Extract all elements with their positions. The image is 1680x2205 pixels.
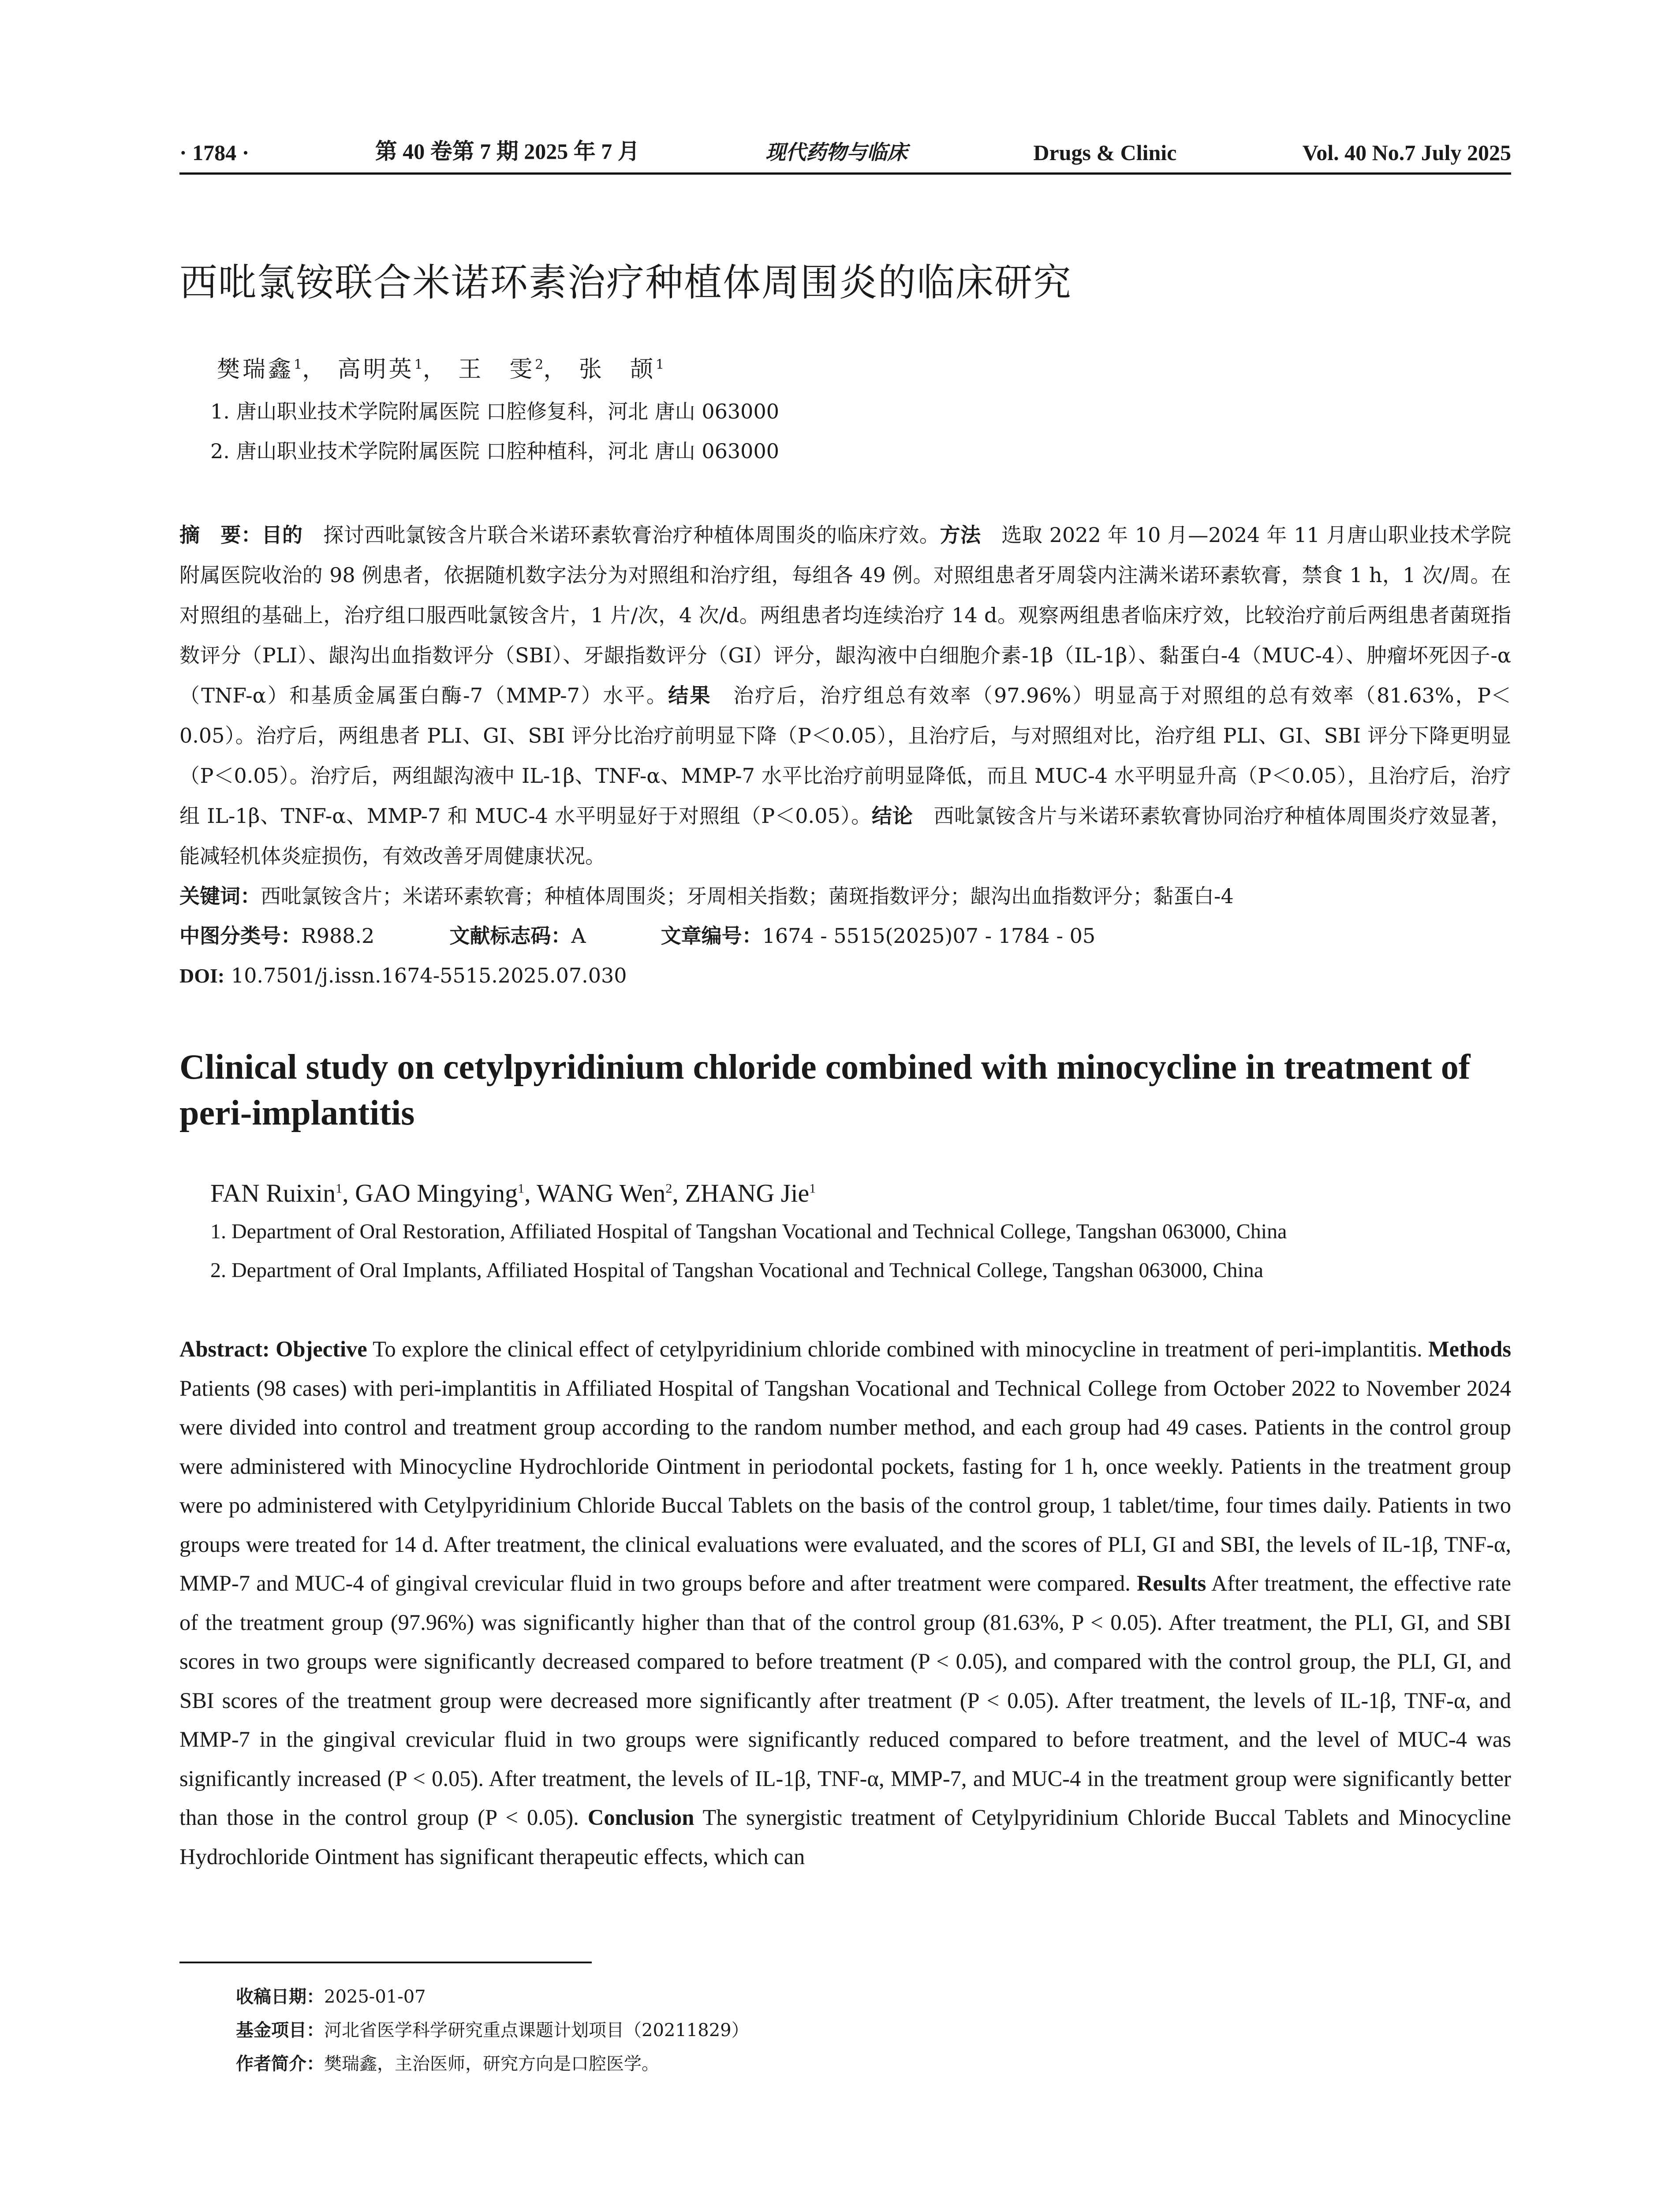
author-affiliation-mark: 1 bbox=[518, 1181, 525, 1196]
doc-code-label: 文献标志码： bbox=[449, 924, 571, 948]
keywords-text: 西吡氯铵含片；米诺环素软膏；种植体周围炎；牙周相关指数；菌斑指数评分；龈沟出血指数评分；黏蛋白-4 bbox=[261, 884, 1234, 908]
results-text: After treatment, the effective rate of the treatment group (97.96%) was significantly higher than that of the control group (81.63%, P < 0.05). After treatment, the PLI, GI, and SBI scores in two groups were significantly decreased compared to before treatment (P < 0.05), and compared with the control group, the PLI, GI, and SBI scores of the treatment group were decreased more significantly after treatment (P < 0.05). After treatment, the levels of IL-1β, TNF-α, and MMP-7 in the gingival crevicular fluid in two groups were significantly reduced compared to before treatment, and the level of MUC-4 was significantly increased (P < 0.05). After treatment, the levels of IL-1β, TNF-α, MMP-7, and MUC-4 in the treatment group were significantly better than those in the control group (P < 0.05). bbox=[179, 1571, 1511, 1830]
author-name: 高明英 bbox=[337, 356, 414, 383]
chinese-affiliations bbox=[179, 392, 1511, 471]
affiliation-line: 1. Department of Oral Restoration, Affiliated Hospital of Tangshan Vocational and Technical College, Tangshan 063000, China bbox=[210, 1220, 1287, 1243]
affiliation-line: 2. Department of Oral Implants, Affiliated Hospital of Tangshan Vocational and Technical College, Tangshan 063000, China bbox=[210, 1259, 1264, 1282]
bio-label: 作者简介： bbox=[236, 2054, 324, 2074]
author-affiliation-mark: 2 bbox=[665, 1181, 672, 1196]
volume-cn: 第 40 卷第 7 期 2025 年 7 月 bbox=[375, 139, 640, 164]
conclusion-label: Conclusion bbox=[587, 1805, 694, 1830]
volume-en: Vol. 40 No.7 July 2025 bbox=[1302, 140, 1511, 165]
journal-name-en: Drugs & Clinic bbox=[1033, 140, 1177, 165]
affiliation-line: 2. 唐山职业技术学院附属医院 口腔种植科，河北 唐山 063000 bbox=[210, 439, 779, 463]
results-label: 结果 bbox=[668, 684, 712, 707]
conclusion-text: The synergistic treatment of Cetylpyridinium Chloride Buccal Tablets and Minocycline Hydrochloride Ointment has significant therapeutic effects, which can bbox=[179, 1805, 1511, 1869]
methods-text: 选取 2022 年 10 月—2024 年 11 月唐山职业技术学院附属医院收治的 98 例患者，依据随机数字法分为对照组和治疗组，每组各 49 例。对照组患者牙周袋内注满米诺环素软膏，禁食 1 h，1 次/周。在对照组的基础上，治疗组口服西吡氯铵含片，1 片/次，4 次/d。两组患者均连续治疗 14 d。观察两组患者临床疗效，比较治疗前后两组患者菌斑指数评分（PLI）、龈沟出血指数评分（SBI）、牙龈指数评分（GI）评分，龈沟液中白细胞介素-1β（IL-1β）、黏蛋白-4（MUC-4）、肿瘤坏死因子-α（TNF-α）和基质金属蛋白酶-7（MMP-7）水平。 bbox=[179, 523, 1512, 707]
fund-line bbox=[236, 2014, 749, 2047]
doi-label: DOI: bbox=[179, 964, 225, 987]
objective-text: 探讨西吡氯铵含片联合米诺环素软膏治疗种植体周围炎的临床疗效。 bbox=[302, 523, 940, 547]
chinese-authors: 樊瑞鑫$^1$， 高明英$^1$， 王 雯$^2$， 张 颉$^1$ bbox=[217, 356, 665, 383]
chinese-title: 西吡氯铵联合米诺环素治疗种植体周围炎的临床研究 bbox=[179, 261, 1072, 305]
conclusion-label: 结论 bbox=[872, 804, 913, 828]
author-name: WANG Wen bbox=[537, 1179, 666, 1207]
classification-line bbox=[179, 916, 1511, 956]
journal-name-cn: 现代药物与临床 bbox=[765, 140, 908, 164]
clc-value: R988.2 bbox=[301, 924, 375, 948]
objective-text: To explore the clinical effect of cetylpyridinium chloride combined with minocycline in treatment of peri-implantitis. bbox=[367, 1337, 1429, 1361]
author-affiliation-mark: 1 bbox=[294, 357, 302, 373]
results-label: Results bbox=[1137, 1571, 1206, 1596]
author-bio-line bbox=[236, 2047, 749, 2081]
running-header bbox=[179, 135, 1511, 175]
objective-label: 目的 bbox=[261, 523, 303, 547]
methods-label: 方法 bbox=[940, 523, 981, 547]
english-authors: FAN Ruixin$^1$, GAO Mingying$^1$, WANG Wen$^2$, ZHANG Jie$^1$ bbox=[210, 1179, 816, 1207]
conclusion-text: 西吡氯铵含片与米诺环素软膏协同治疗种植体周围炎疗效显著，能减轻机体炎症损伤，有效改善牙周健康状况。 bbox=[179, 804, 1512, 868]
doi-value: 10.7501/j.issn.1674-5515.2025.07.030 bbox=[224, 964, 627, 987]
received-label: 收稿日期： bbox=[236, 1987, 324, 2007]
fund-value: 河北省医学科学研究重点课题计划项目（20211829） bbox=[324, 2020, 749, 2041]
doc-code-value: A bbox=[571, 924, 586, 948]
author-name: FAN Ruixin bbox=[210, 1179, 336, 1207]
author-name: 樊瑞鑫 bbox=[217, 356, 294, 383]
english-title: Clinical study on cetylpyridinium chloride combined with minocycline in treatment of peri-implantitis bbox=[179, 1048, 1471, 1132]
author-affiliation-mark: 1 bbox=[655, 357, 665, 373]
footnotes bbox=[236, 1980, 749, 2081]
methods-text: Patients (98 cases) with peri-implantitis in Affiliated Hospital of Tangshan Vocational and Technical College from October 2022 to November 2024 were divided into control and treatment group according to the random number method, and each group had 49 cases. Patients in the control group were administered with Minocycline Hydrochloride Ointment in periodontal pockets, fasting for 1 h, once weekly. Patients in the treatment group were po administered with Cetylpyridinium Chloride Buccal Tablets on the basis of the control group, 1 tablet/time, four times daily. Patients in two groups were treated for 14 d. After treatment, the clinical evaluations were evaluated, and the scores of PLI, GI and SBI, the levels of IL-1β, TNF-α, MMP-7 and MUC-4 of gingival crevicular fluid in two groups before and after treatment were compared. bbox=[179, 1375, 1511, 1596]
fund-label: 基金项目： bbox=[236, 2020, 324, 2041]
article-page bbox=[179, 135, 1511, 1876]
footnote-divider bbox=[179, 1962, 592, 1963]
chinese-abstract bbox=[179, 515, 1511, 876]
author-name: ZHANG Jie bbox=[685, 1179, 810, 1207]
author-affiliation-mark: 2 bbox=[535, 357, 544, 373]
article-number-value: 1674 - 5515(2025)07 - 1784 - 05 bbox=[762, 924, 1096, 948]
english-abstract bbox=[179, 1330, 1511, 1876]
keywords-label: 关键词： bbox=[179, 884, 261, 908]
received-date-line bbox=[236, 1980, 749, 2014]
abstract-label: Abstract: bbox=[179, 1337, 276, 1361]
doi-line bbox=[179, 956, 1511, 996]
affiliation-line: 1. 唐山职业技术学院附属医院 口腔修复科，河北 唐山 063000 bbox=[210, 400, 779, 423]
bio-value: 樊瑞鑫，主治医师，研究方向是口腔医学。 bbox=[324, 2054, 659, 2074]
objective-label: Objective bbox=[276, 1337, 367, 1361]
author-name: GAO Mingying bbox=[355, 1179, 518, 1207]
author-affiliation-mark: 1 bbox=[809, 1181, 816, 1196]
page-number: · 1784 · bbox=[179, 140, 250, 165]
results-text: 治疗后，治疗组总有效率（97.96%）明显高于对照组的总有效率（81.63%，P＜0.05）。治疗后，两组患者 PLI、GI、SBI 评分比治疗前明显下降（P＜0.05），且治疗后，与对照组对比，治疗组 PLI、GI、SBI 评分下降更明显（P＜0.05）。治疗后，两组龈沟液中 IL-1β、TNF-α、MMP-7 水平比治疗前明显降低，而且 MUC-4 水平明显升高（P＜0.05），且治疗后，治疗组 IL-1β、TNF-α、MMP-7 和 MUC-4 水平明显好于对照组（P＜0.05）。 bbox=[179, 684, 1512, 828]
english-affiliations bbox=[179, 1212, 1511, 1290]
keywords-line bbox=[179, 876, 1511, 916]
methods-label: Methods bbox=[1428, 1337, 1511, 1361]
abstract-label: 摘 要： bbox=[179, 523, 262, 547]
author-name: 张 颉 bbox=[579, 356, 656, 383]
author-name: 王 雯 bbox=[458, 356, 535, 383]
received-value: 2025-01-07 bbox=[324, 1987, 426, 2007]
article-number-label: 文章编号： bbox=[661, 924, 762, 948]
clc-label: 中图分类号： bbox=[179, 924, 301, 948]
author-affiliation-mark: 1 bbox=[414, 357, 423, 373]
author-affiliation-mark: 1 bbox=[336, 1181, 343, 1196]
